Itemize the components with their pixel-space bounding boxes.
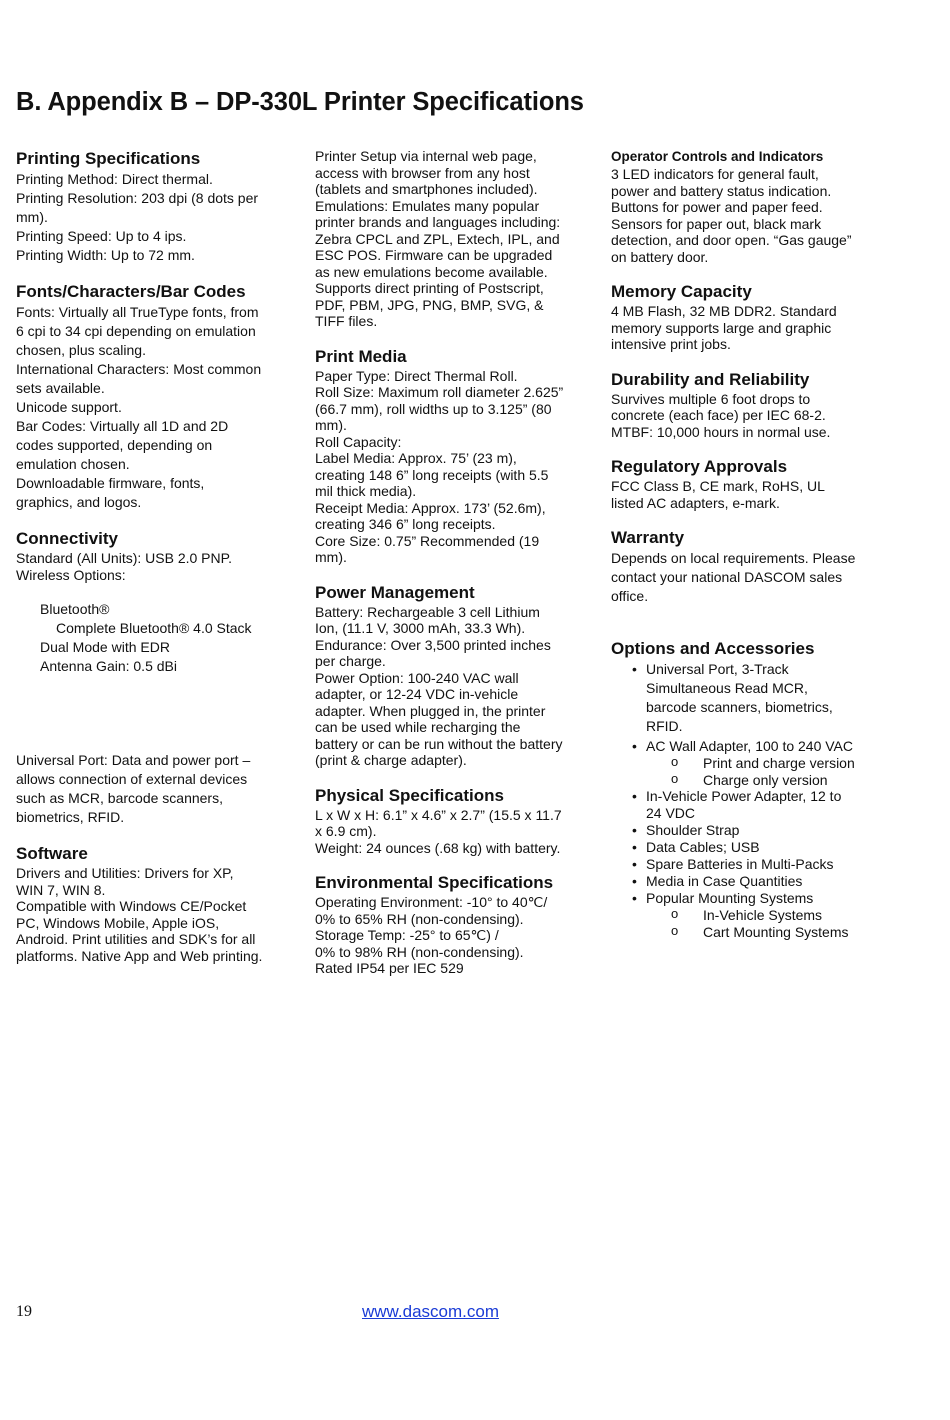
spec-line: Power Option: 100-240 VAC wall: [315, 669, 519, 686]
spec-line: graphics, and logos.: [16, 494, 142, 510]
spec-line: PDF, PBM, JPG, PNG, BMP, SVG, &: [315, 296, 544, 313]
spec-line: Universal Port: Data and power port –: [16, 752, 251, 768]
spec-line: Sensors for paper out, black mark: [611, 215, 822, 232]
section-heading: Printing Specifications: [16, 149, 201, 168]
spec-line: Depends on local requirements. Please: [611, 550, 856, 566]
spec-line: Paper Type: Direct Thermal Roll.: [315, 367, 518, 384]
spec-line: (66.7 mm), roll widths up to 3.125” (80: [315, 400, 552, 417]
universal-port-block: [16, 751, 286, 827]
spec-line: adapter. When plugged in, the printer: [315, 702, 546, 719]
spec-line: office.: [611, 588, 649, 604]
spec-line: Compatible with Windows CE/Pocket: [16, 898, 247, 914]
spec-line: Printing Resolution: 203 dpi (8 dots per: [16, 190, 259, 206]
spec-line: chosen, plus scaling.: [16, 342, 146, 358]
spec-line: Android. Print utilities and SDK’s for all: [16, 931, 256, 947]
spec-line: x 6.9 cm).: [315, 823, 377, 839]
spec-line: ESC POS. Firmware can be upgraded: [315, 247, 553, 263]
spec-line: Rated IP54 per IEC 529: [315, 960, 464, 976]
spec-line: allows connection of external devices: [16, 771, 248, 787]
spec-line: printer brands and languages including:: [315, 214, 561, 230]
spec-line: memory supports large and graphic: [611, 319, 832, 336]
spec-line: Survives multiple 6 foot drops to: [611, 390, 811, 407]
spec-line: Standard (All Units): USB 2.0 PNP.: [16, 550, 233, 566]
section-heading: Warranty: [611, 528, 685, 547]
sub-list-item: o Print and charge version: [646, 755, 911, 772]
spec-line: mil thick media).: [315, 483, 417, 499]
spec-line: Emulations: Emulates many popular: [315, 197, 540, 214]
spec-line: detection, and door open. “Gas gauge”: [611, 232, 852, 248]
spec-line: Weight: 24 ounces (.68 kg) with battery.: [315, 839, 561, 856]
spec-line: codes supported, depending on: [16, 437, 213, 453]
spec-line: emulation chosen.: [16, 456, 130, 472]
bluetooth-label: Bluetooth®: [40, 601, 110, 617]
section-heading: Connectivity: [16, 529, 119, 548]
sub-list: [646, 755, 911, 788]
spec-line: Drivers and Utilities: Drivers for XP,: [16, 865, 234, 881]
column-right: [611, 148, 911, 940]
spec-line: Unicode support.: [16, 399, 122, 415]
section-memory-capacity: [611, 281, 911, 353]
section-print-media: [315, 346, 585, 566]
spec-line: TIFF files.: [315, 313, 378, 329]
section-power-management: [315, 582, 585, 769]
list-item: • Media in Case Quantities: [611, 873, 911, 890]
section-options-accessories: [611, 638, 911, 940]
spec-line: Downloadable firmware, fonts,: [16, 475, 205, 491]
spec-line: Buttons for power and paper feed.: [611, 199, 823, 215]
spec-line: (tablets and smartphones included).: [315, 181, 538, 197]
section-operator-controls: [611, 148, 911, 265]
spec-line: International Characters: Most common: [16, 361, 262, 377]
section-environmental-specifications: [315, 872, 585, 977]
list-item: • Shoulder Strap: [611, 822, 911, 839]
options-list: [611, 660, 911, 940]
list-item: • Universal Port, 3-Track Simultaneous Read MCR, barcode scanners, biometrics, RFID.: [611, 660, 911, 736]
bluetooth-stack: Complete Bluetooth® 4.0 Stack: [56, 620, 252, 636]
spec-line: Core Size: 0.75” Recommended (19: [315, 532, 540, 549]
section-heading: Operator Controls and Indicators: [611, 149, 824, 164]
spec-line: Fonts: Virtually all TrueType fonts, from: [16, 304, 259, 320]
list-item: • In-Vehicle Power Adapter, 12 to 24 VDC: [611, 788, 911, 822]
spec-line: L x W x H: 6.1” x 4.6” x 2.7” (15.5 x 11.7: [315, 806, 562, 823]
spec-line: Endurance: Over 3,500 printed inches: [315, 636, 551, 653]
spec-line: battery or can be run without the battery: [315, 735, 563, 752]
spec-line: power and battery status indication.: [611, 182, 832, 199]
page-title: B. Appendix B – DP-330L Printer Specifications: [16, 88, 584, 116]
spec-line: contact your national DASCOM sales: [611, 569, 843, 585]
spec-line: Zebra CPCL and ZPL, Extech, IPL, and: [315, 230, 560, 247]
spec-line: FCC Class B, CE mark, RoHS, UL: [611, 478, 825, 494]
spec-line: listed AC adapters, e-mark.: [611, 494, 780, 511]
sub-list-item: o Charge only version: [646, 772, 911, 789]
spec-line: Receipt Media: Approx. 173’ (52.6m),: [315, 499, 546, 516]
section-heading: Durability and Reliability: [611, 369, 810, 389]
spec-line: mm).: [315, 549, 347, 565]
dual-mode: Dual Mode with EDR: [40, 639, 170, 655]
spec-line: PC, Windows Mobile, Apple iOS,: [16, 914, 220, 931]
spec-line: creating 346 6” long receipts.: [315, 516, 496, 532]
spec-line: Battery: Rechargeable 3 cell Lithium: [315, 603, 540, 620]
section-physical-specifications: [315, 785, 585, 857]
spec-line: (print & charge adapter).: [315, 752, 467, 768]
list-item: • Popular Mounting Systems o In-Vehicle Systems o Cart Mounting Systems: [611, 890, 911, 940]
sub-list-item: o Cart Mounting Systems: [646, 924, 911, 941]
spec-line: 6 cpi to 34 cpi depending on emulation: [16, 323, 256, 339]
sub-list-item: o In-Vehicle Systems: [646, 907, 911, 924]
section-heading: Power Management: [315, 582, 475, 602]
spec-line: Storage Temp: -25° to 65℃) /: [315, 927, 499, 943]
section-heading: Options and Accessories: [611, 639, 815, 658]
section-heading: Regulatory Approvals: [611, 457, 788, 476]
spec-line: Printing Method: Direct thermal.: [16, 171, 213, 187]
spec-line: Roll Size: Maximum roll diameter 2.625”: [315, 384, 564, 400]
section-printing-specifications: [16, 148, 286, 265]
section-printer-setup: [315, 148, 585, 330]
spec-line: Printer Setup via internal web page,: [315, 148, 537, 164]
spec-line: 0% to 65% RH (non-condensing).: [315, 910, 524, 927]
spec-line: Supports direct printing of Postscript,: [315, 280, 544, 296]
spec-line: creating 148 6” long receipts (with 5.5: [315, 466, 549, 483]
spec-line: concrete (each face) per IEC 68-2.: [611, 407, 826, 423]
spec-line: WIN 7, WIN 8.: [16, 881, 106, 898]
spec-line: Bar Codes: Virtually all 1D and 2D: [16, 418, 229, 434]
section-heading: Physical Specifications: [315, 785, 504, 805]
spec-line: Ion, (11.1 V, 3000 mAh, 33.3 Wh).: [315, 620, 526, 636]
spec-line: adapter, or 12-24 VDC in-vehicle: [315, 686, 519, 702]
spec-line: Roll Capacity:: [315, 433, 402, 450]
section-heading: Memory Capacity: [611, 282, 752, 301]
spec-line: platforms. Native App and Web printing.: [16, 947, 263, 964]
page-number: 19: [16, 1303, 32, 1320]
spec-line: on battery door.: [611, 248, 709, 265]
section-regulatory-approvals: [611, 456, 911, 511]
section-durability: [611, 369, 911, 441]
spec-line: MTBF: 10,000 hours in normal use.: [611, 423, 831, 440]
spec-line: Printing Speed: Up to 4 ips.: [16, 228, 187, 244]
spec-line: mm).: [16, 209, 48, 225]
section-heading: Print Media: [315, 346, 407, 366]
spec-line: Label Media: Approx. 75’ (23 m),: [315, 450, 517, 466]
section-heading: Environmental Specifications: [315, 873, 554, 892]
spec-line: as new emulations become available.: [315, 263, 548, 280]
list-item: • AC Wall Adapter, 100 to 240 VAC o Print and charge version o Charge only version: [611, 738, 911, 788]
spec-line: mm).: [315, 417, 347, 433]
spec-line: Wireless Options:: [16, 566, 126, 583]
spec-line: per charge.: [315, 653, 386, 669]
column-left: [16, 148, 286, 964]
spec-line: biometrics, RFID.: [16, 809, 125, 825]
spec-line: can be used while recharging the: [315, 719, 521, 735]
spec-line: such as MCR, barcode scanners,: [16, 790, 223, 806]
spec-line: 3 LED indicators for general fault,: [611, 166, 819, 182]
section-software: [16, 843, 286, 964]
footer-link[interactable]: www.dascom.com: [362, 1302, 499, 1321]
list-item: • Data Cables; USB: [611, 839, 911, 856]
antenna-gain: Antenna Gain: 0.5 dBi: [40, 658, 177, 674]
spec-line: 0% to 98% RH (non-condensing).: [315, 943, 524, 960]
list-item: • Spare Batteries in Multi-Packs: [611, 856, 911, 873]
spec-line: Printing Width: Up to 72 mm.: [16, 247, 195, 263]
spec-line: 4 MB Flash, 32 MB DDR2. Standard: [611, 303, 837, 319]
spec-line: sets available.: [16, 380, 105, 396]
section-connectivity: [16, 528, 286, 827]
spec-line: access with browser from any host: [315, 164, 530, 181]
sub-list: [646, 907, 911, 940]
section-heading: Fonts/Characters/Bar Codes: [16, 282, 246, 301]
section-fonts: [16, 281, 286, 512]
column-middle: [315, 148, 585, 977]
spec-line: intensive print jobs.: [611, 336, 731, 352]
spec-line: Operating Environment: -10° to 40℃/: [315, 894, 548, 910]
section-warranty: [611, 527, 911, 606]
section-heading: Software: [16, 844, 88, 863]
